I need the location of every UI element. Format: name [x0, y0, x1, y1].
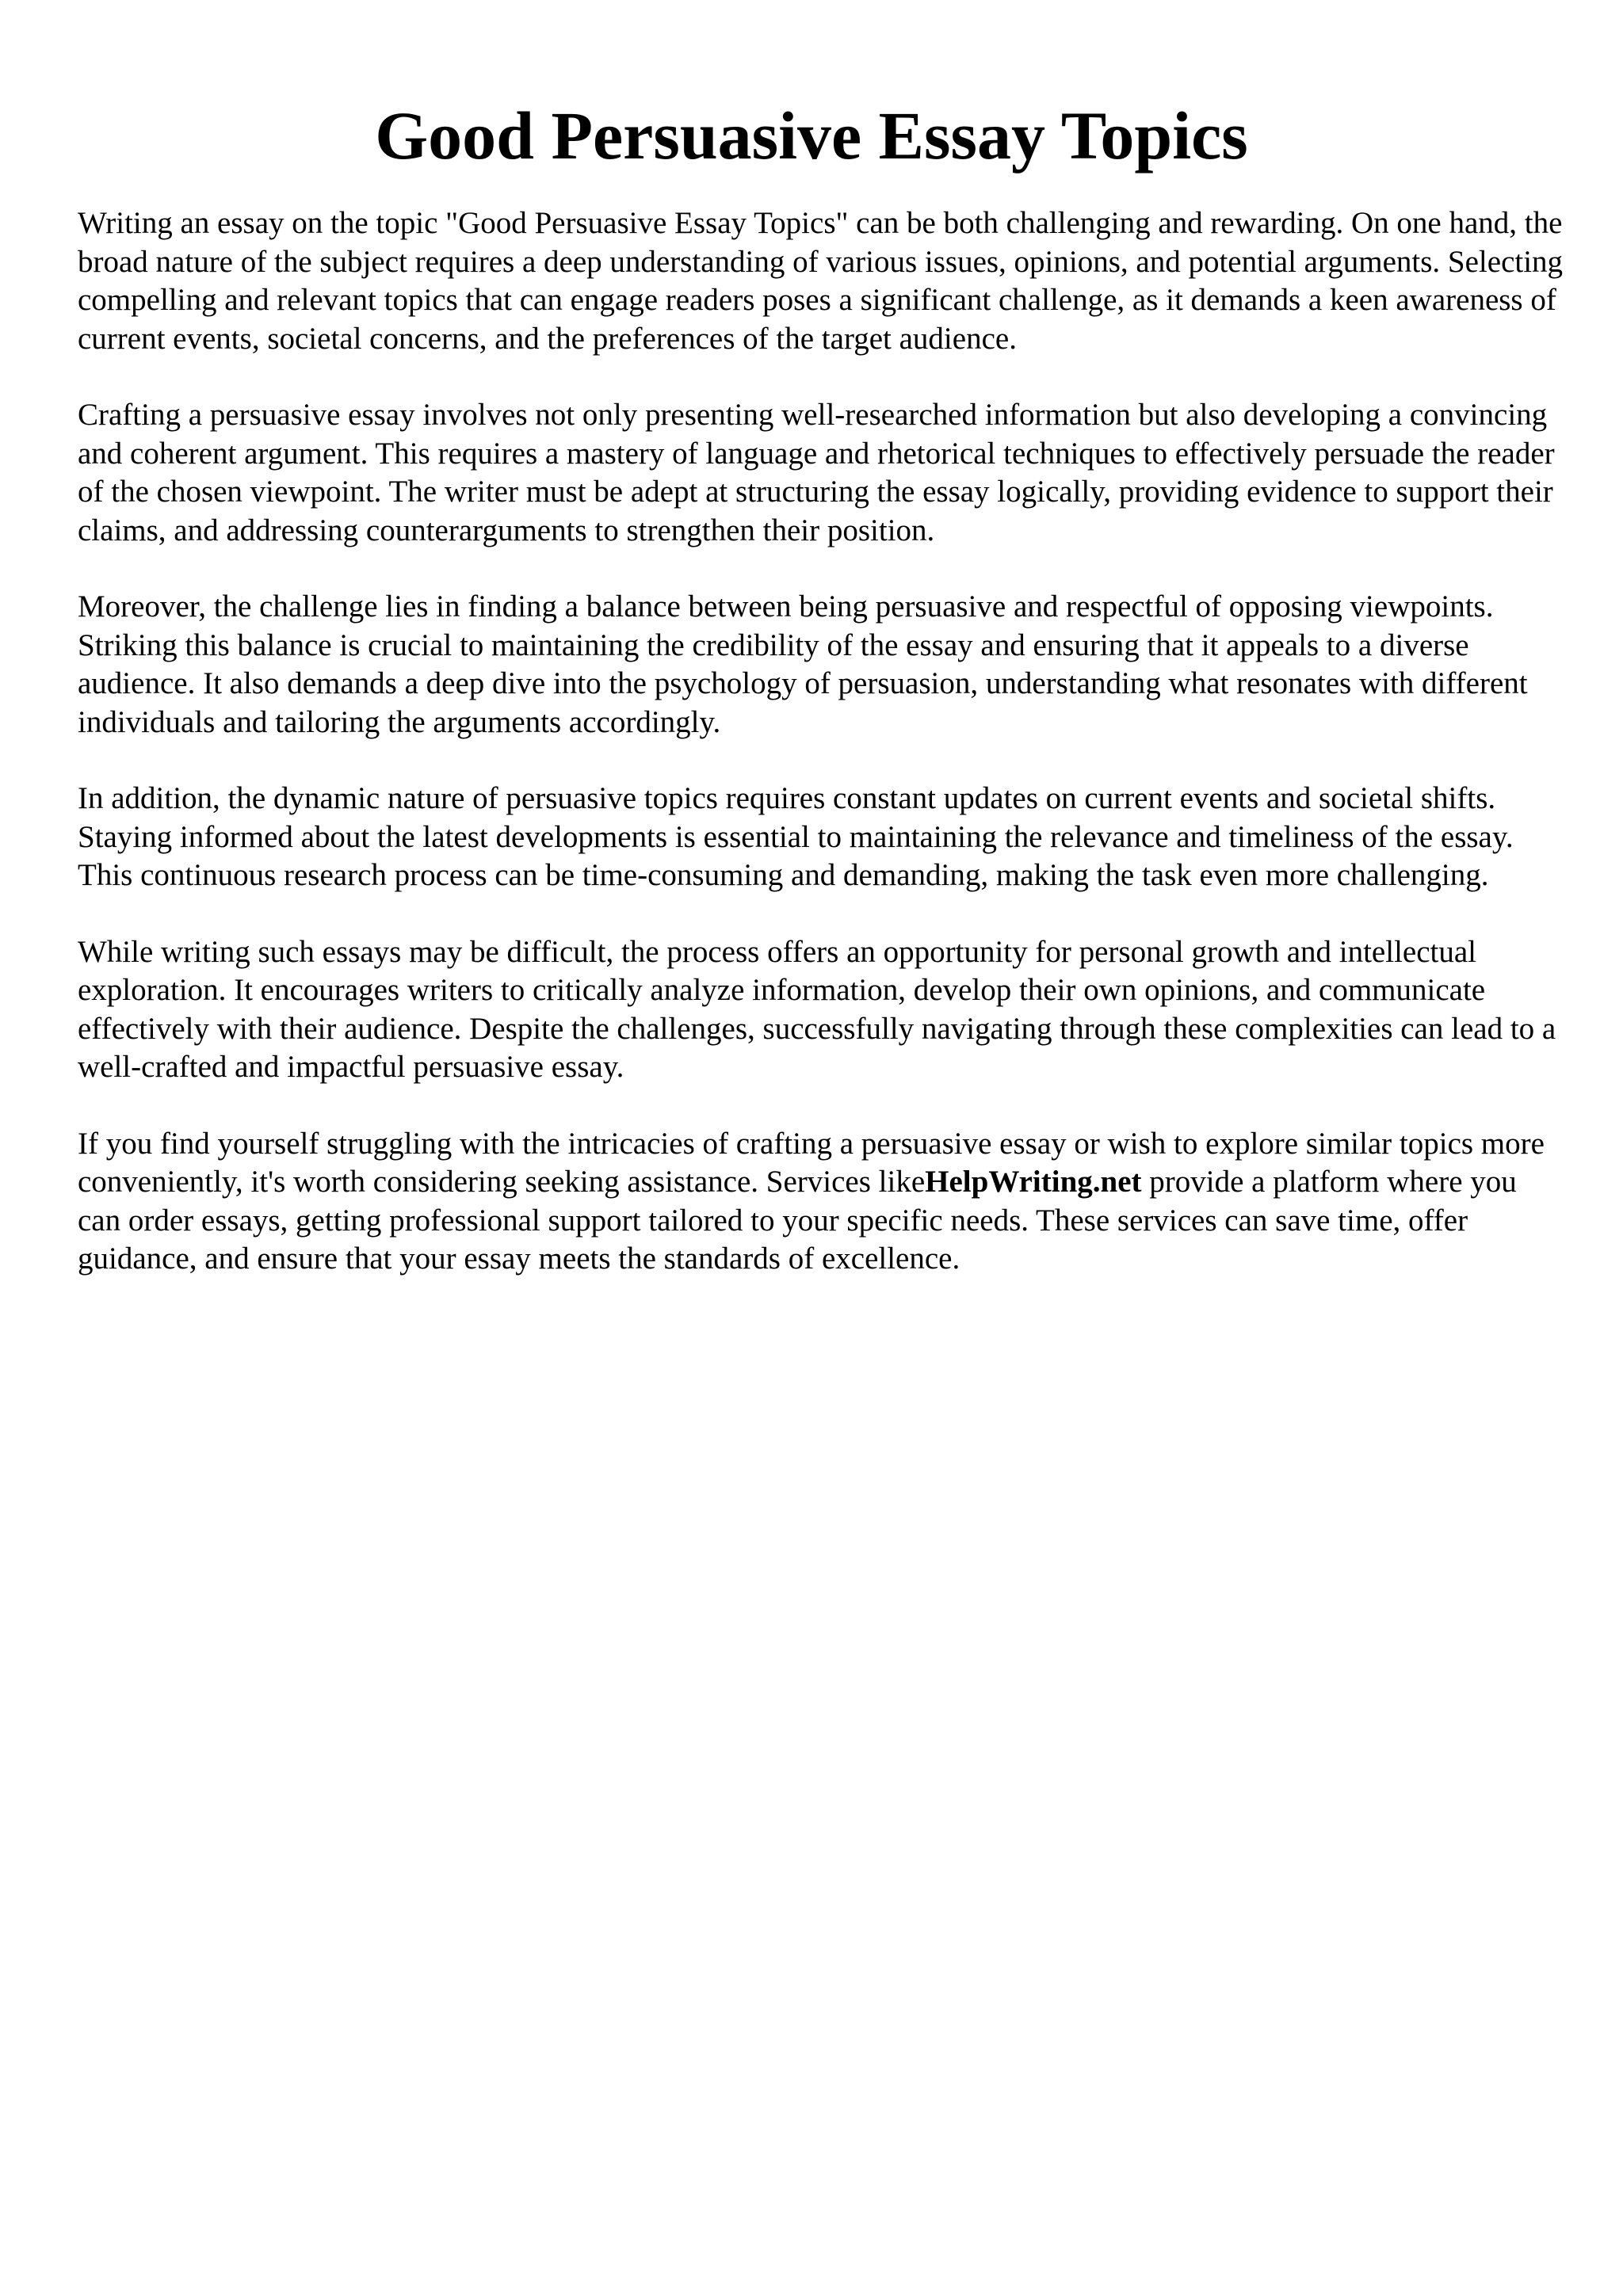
paragraph-1: Writing an essay on the topic "Good Persuasive Essay Topics" can be both challenging and rewarding. On one hand, the broad nature of the subject requires a deep understanding of various issues, opinions, and potential arguments. Selecting compelling and relevant topics that can engage readers poses a significant challenge, as it demands a keen awareness of current events, societal concerns, and the preferences of the target audience.: [78, 206, 1564, 356]
paragraph-4: In addition, the dynamic nature of persuasive topics requires constant updates on current events and societal shifts. Staying informed about the latest developments is essential to maintaining the relevance and timeliness of the essay. This continuous research process can be time-consuming and demanding, making the task even more challenging.: [78, 781, 1514, 892]
paragraph-3: Moreover, the challenge lies in finding a balance between being persuasive and respectful of opposing viewpoints. Striking this balance is crucial to maintaining the credibility of the essay and ensuring that it appeals to a diverse audience. It also demands a deep dive into the psychology of persuasion, understanding what resonates with different individuals and tailoring the arguments accordingly.: [78, 589, 1528, 739]
paragraph-5: While writing such essays may be difficult, the process offers an opportunity for personal growth and intellectual exploration. It encourages writers to critically analyze information, develop their own opinions, and communicate effectively with their audience. Despite the challenges, successfully navigating through these complexities can lead to a well-crafted and impactful persuasive essay.: [78, 934, 1556, 1084]
helpwriting-link[interactable]: HelpWriting.net: [925, 1165, 1142, 1199]
page-title: Good Persuasive Essay Topics: [375, 97, 1248, 174]
paragraph-6-text-before: If you find yourself struggling with the intricacies of crafting a persuasive essay or wish to explore similar topics more conveniently, it's worth considering seeking assistance. Services like: [78, 1126, 1545, 1199]
paragraph-6: [78, 1125, 1564, 1279]
essay-body: [78, 204, 1564, 1317]
paragraph-2: Crafting a persuasive essay involves not only presenting well-researched information but also developing a convincing and coherent argument. This requires a mastery of language and rhetorical techniques to effectively persuade the reader of the chosen viewpoint. The writer must be adept at structuring the essay logically, providing evidence to support their claims, and addressing counterarguments to strengthen their position.: [78, 398, 1555, 547]
paragraph-6-text-after: provide a platform where you can order essays, getting professional support tailored to your specific needs. These services can save time, offer guidance, and ensure that your essay meets the standards of excellence.: [78, 1165, 1517, 1276]
